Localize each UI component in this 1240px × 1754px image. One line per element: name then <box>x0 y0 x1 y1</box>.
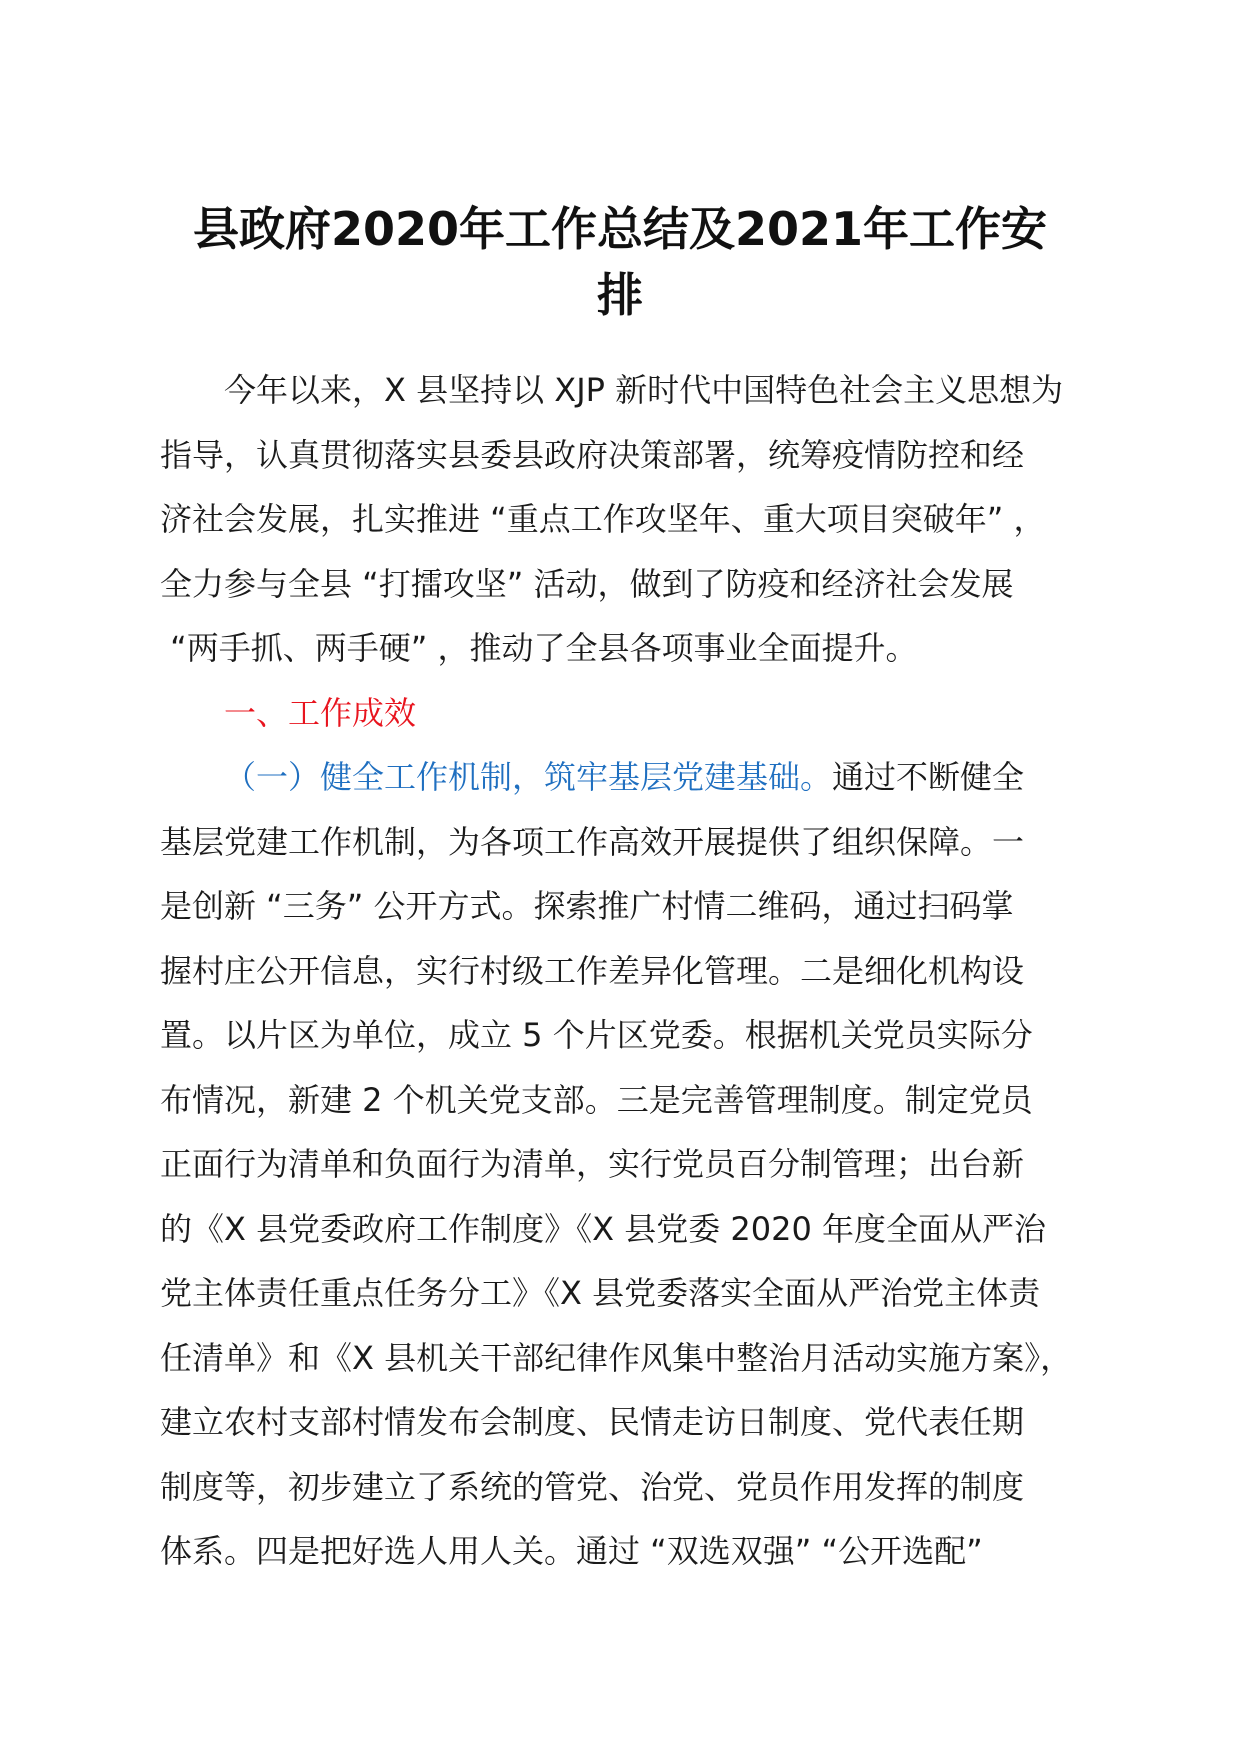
body-line: 任清单》和《X 县机关干部纪律作风集中整治月活动实施方案》， <box>160 1338 1073 1377</box>
body-line: 体系。四是把好选人用人关。通过 “双选双强” “公开选配” <box>160 1532 983 1570</box>
intro-line: “两手抓、两手硬” ，推动了全县各项事业全面提升。 <box>160 629 918 667</box>
intro-line: 今年以来，X 县坚持以 XJP 新时代中国特色社会主义思想为 <box>224 371 1064 409</box>
body-line: 布情况，新建 2 个机关党支部。三是完善管理制度。制定党员 <box>160 1080 1033 1119</box>
body-line: 置。以片区为单位，成立 5 个片区党委。根据机关党员实际分 <box>160 1016 1033 1054</box>
body-line: 基层党建工作机制，为各项工作高效开展提供了组织保障。一 <box>160 822 1025 861</box>
document-body <box>160 358 1100 1584</box>
body-line: 的《X 县党委政府工作制度》《X 县党委 2020 年度全面从严治 <box>160 1209 1046 1248</box>
body-line: 握村庄公开信息，实行村级工作差异化管理。二是细化机构设 <box>160 951 1025 990</box>
subsection-heading-tail: 通过不断健全 <box>832 758 1025 796</box>
section-heading: 一、工作成效 <box>224 693 417 732</box>
body-line: 制度等，初步建立了系统的管党、治党、党员作用发挥的制度 <box>160 1467 1025 1506</box>
title-line-1: 县政府2020年工作总结及2021年工作安 <box>192 202 1048 256</box>
title-line-2: 排 <box>597 268 643 322</box>
body-line: 建立农村支部村情发布会制度、民情走访日制度、党代表任期 <box>160 1403 1025 1441</box>
intro-line: 指导，认真贯彻落实县委县政府决策部署，统筹疫情防控和经 <box>160 435 1025 474</box>
body-line: 党主体责任重点任务分工》《X 县党委落实全面从严治党主体责 <box>160 1274 1041 1312</box>
subsection-heading: （一）健全工作机制，筑牢基层党建基础。 <box>224 758 833 796</box>
intro-line: 济社会发展，扎实推进 “重点工作攻坚年、重大项目突破年” ， <box>160 500 1046 538</box>
document-title <box>160 196 1080 328</box>
body-line: 是创新 “三务” 公开方式。探索推广村情二维码，通过扫码掌 <box>160 887 1014 925</box>
body-line: 正面行为清单和负面行为清单，实行党员百分制管理；出台新 <box>160 1145 1025 1183</box>
subsection-first-line <box>160 745 1100 810</box>
intro-line: 全力参与全县 “打擂攻坚” 活动，做到了防疫和经济社会发展 <box>160 564 1014 603</box>
